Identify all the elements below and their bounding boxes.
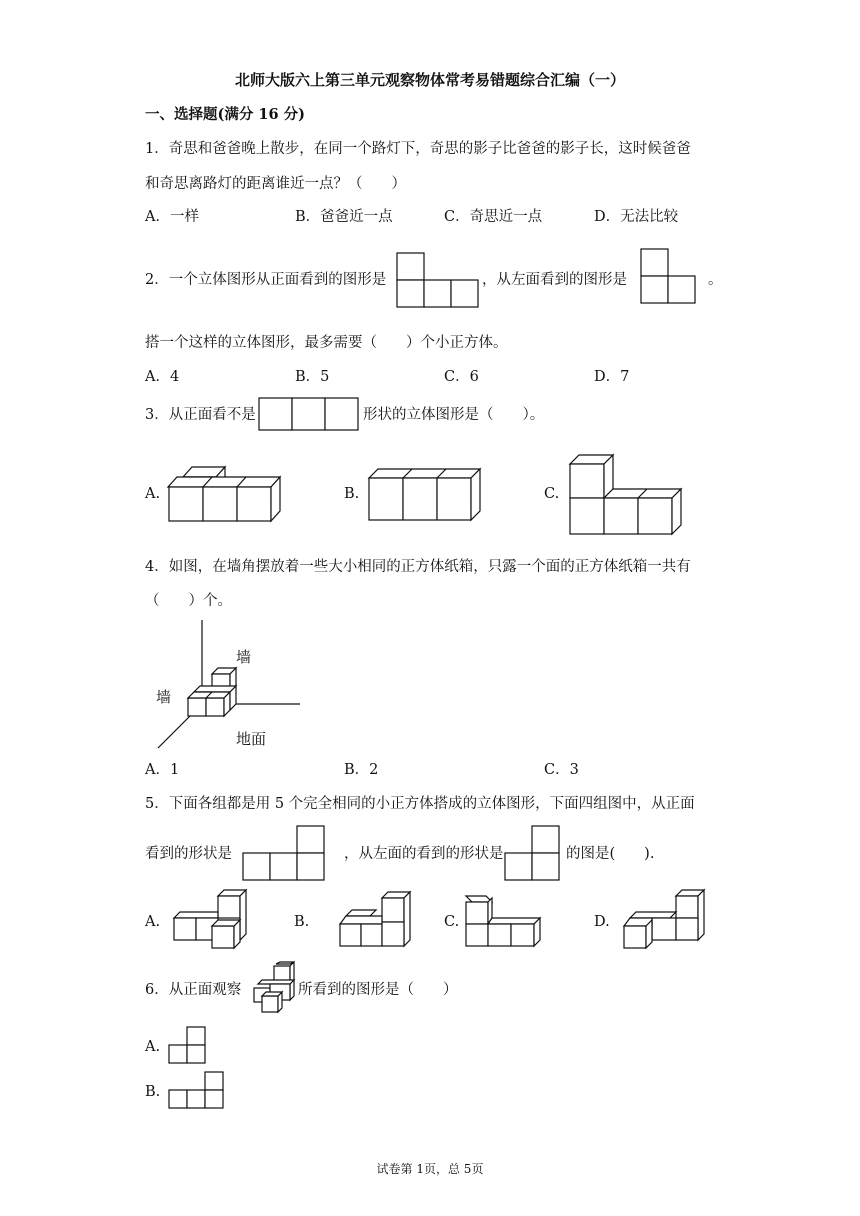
q1-option-d[interactable]: D．无法比较 [594,209,679,225]
q5-left-view-figure [504,825,560,881]
q5-front-view-figure [242,825,326,881]
q2-text-part3: 。 [708,272,723,288]
q5-text-part3: 的图是( ). [566,846,655,862]
q5-option-b-label[interactable]: B. [294,914,310,930]
q6-option-a-figure[interactable] [168,1026,208,1064]
q2-option-d[interactable]: D．7 [594,369,630,385]
q4-wall-corner-figure [150,620,310,755]
q4-option-b[interactable]: B．2 [344,762,379,778]
q5-line1: 5．下面各组都是用 5 个完全相同的小正方体搭成的立体图形，下面四组图中，从正面 [145,796,695,812]
q2-option-b[interactable]: B．5 [295,369,330,385]
q3-text-part2: 形状的立体图形是（ ）。 [363,407,545,423]
q5-text-part2: ，从左面的看到的形状是 [344,846,504,862]
q6-text-part2: 所看到的图形是（ ） [298,982,458,998]
q4-label-wall-top: 墙 [236,648,252,666]
q2-text-part1: 2．一个立体图形从正面看到的图形是 [145,272,387,288]
q5-option-d-label[interactable]: D. [594,914,610,930]
q6-option-b-label[interactable]: B. [145,1084,161,1100]
q5-option-c-label[interactable]: C. [444,914,460,930]
q2-text-part2: ，从左面看到的图形是 [482,272,627,288]
q2-option-a[interactable]: A．4 [145,369,180,385]
q3-text-part1: 3．从正面看不是 [145,407,256,423]
q6-option-b-figure[interactable] [168,1071,226,1109]
q3-option-a-label[interactable]: A. [145,486,161,502]
q5-option-a-figure[interactable] [172,888,250,950]
q3-option-b-label[interactable]: B. [344,486,360,502]
section-heading: 一、选择题(满分 16 分) [145,106,305,123]
q2-front-view-figure [396,252,480,308]
q1-option-c[interactable]: C．奇思近一点 [444,209,543,225]
q4-label-ground: 地面 [236,730,267,748]
q4-option-c[interactable]: C．3 [544,762,579,778]
q4-label-wall-left: 墙 [156,688,172,706]
q2-left-view-figure [640,248,698,304]
q3-option-b-figure[interactable] [368,468,482,522]
q5-option-d-figure[interactable] [622,888,708,950]
q4-line1: 4．如图，在墙角摆放着一些大小相同的正方体纸箱，只露一个面的正方体纸箱一共有 [145,559,691,575]
page-title: 北师大版六上第三单元观察物体常考易错题综合汇编（一） [234,71,625,89]
q2-line2: 搭一个这样的立体图形，最多需要（ ）个小正方体。 [145,335,508,351]
q6-text-part1: 6．从正面观察 [145,982,242,998]
q3-option-c-figure[interactable] [568,454,684,536]
q4-line2: （ ）个。 [145,593,232,609]
q5-option-b-figure[interactable] [338,890,414,950]
q6-option-a-label[interactable]: A. [145,1039,161,1055]
q5-option-a-label[interactable]: A. [145,914,161,930]
q1-option-b[interactable]: B．爸爸近一点 [295,209,393,225]
page-footer: 试卷第 1页，总 5页 [376,1162,484,1176]
q2-option-c[interactable]: C．6 [444,369,479,385]
q3-option-a-figure[interactable] [168,465,282,523]
q1-line1: 1．奇思和爸爸晚上散步，在同一个路灯下，奇思的影子比爸爸的影子长，这时候爸爸 [145,141,691,157]
q1-option-a[interactable]: A．一样 [145,209,199,225]
q4-option-a[interactable]: A．1 [145,762,180,778]
q3-option-c-label[interactable]: C. [544,486,560,502]
q5-text-part1: 看到的形状是 [145,846,232,862]
q5-option-c-figure[interactable] [464,894,544,948]
q1-line2: 和奇思离路灯的距离谁近一点？（ ） [145,176,406,192]
q3-three-squares-figure [258,397,360,431]
q6-cube-stack-figure [250,962,298,1016]
